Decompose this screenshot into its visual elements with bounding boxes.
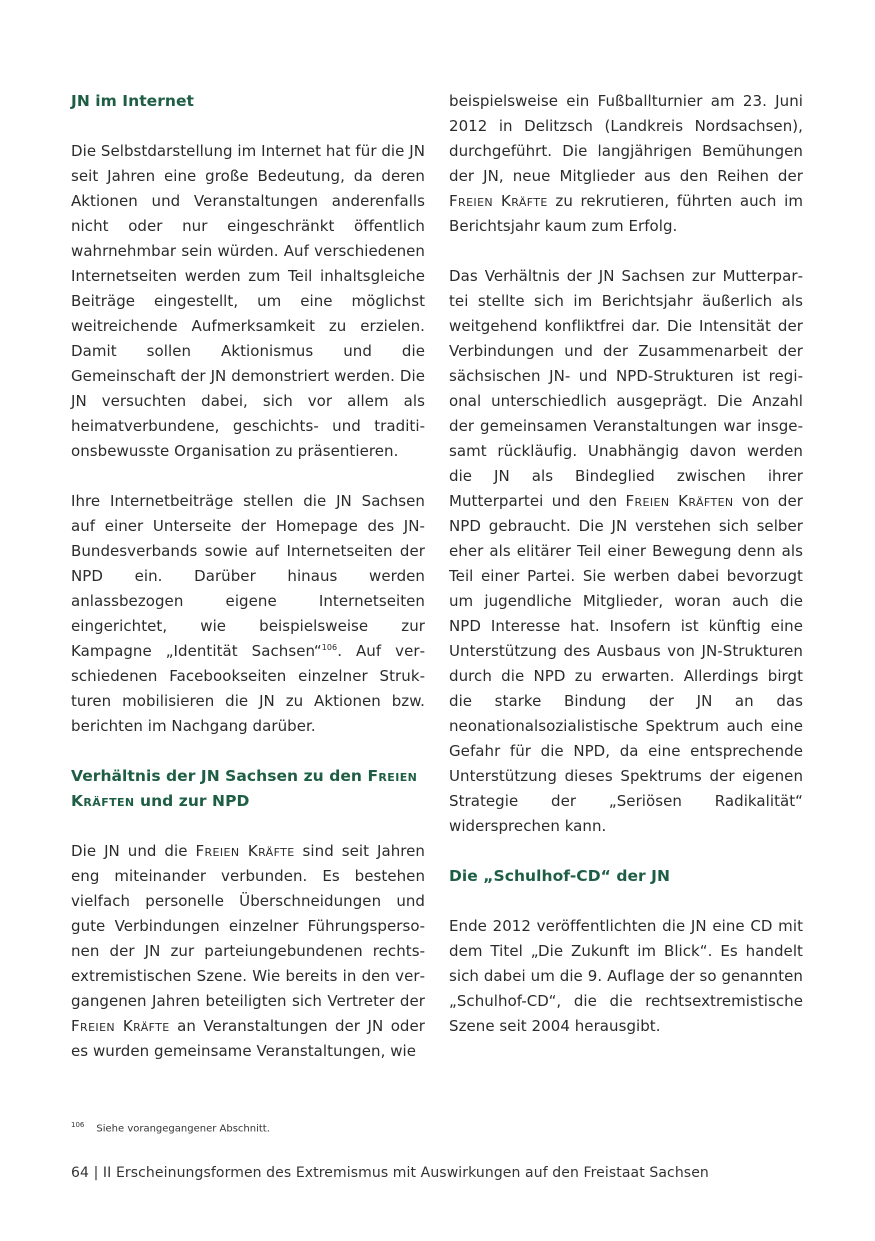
paragraph-fussballturnier [449, 89, 803, 239]
text-run: zu rekrutieren, führten auch im Berichtsjahr kaum zum Erfolg. [449, 192, 803, 235]
heading-jn-im-internet: JN im Internet [71, 92, 195, 110]
text-run: sind seit Jahren eng miteinander verbunden. Es bestehen vielfach personelle Überschneidungen und gute Verbindungen einzelner Führungspersonen der JN zur parteiungebundenen rechtsextremistischen Szene. Wie bereits in den vergangenen Jahren beteiligten sich Vertreter der [71, 842, 425, 1010]
text-run: an Veranstaltungen der JN oder es wurden gemeinsame Veranstaltungen, wie [71, 1017, 425, 1060]
paragraph-jn-und-freie-kraefte [71, 839, 425, 1064]
heading-verhaeltnis-freie-kraefte [71, 764, 425, 814]
right-column [449, 89, 803, 1064]
text-run: von der NPD gebraucht. Die JN verstehen sich selber eher als elitärer Teil einer Bewegung denn als Teil einer Partei. Sie werben dabei bevorzugt um jugendliche Mitglieder, woran auch die NPD Interesse hat. Insofern ist künftig eine Unterstützung des Ausbaus von JN-Strukturen durch die NPD zu erwarten. Allerdings birgt die starke Bindung der JN an das neonationalsozialistische Spektrum auch eine Gefahr für die NPD, da eine entsprechende Unterstützung dieses Spektrums der eigenen Strategie der „Seriösen Radikalität“ widersprechen kann. [449, 492, 803, 835]
text-run: Ihre Internetbeiträge stellen die JN Sachsen auf einer Unterseite der Homepage des JN-Bundesverbands sowie auf Internetseiten der NPD ein. Darüber hinaus werden anlassbezogen eigene Internetseiten eingerichtet, wie beispielsweise zur Kampagne „Identität Sachsen“ [71, 492, 425, 660]
text-run: . Auf verschiedenen Facebookseiten einzelner Strukturen mobilisieren die JN zu Aktionen bzw. berichten im Nachgang darüber. [71, 642, 426, 735]
paragraph-selbstdarstellung: Die Selbstdarstellung im Internet hat für die JN seit Jahren eine große Bedeutung, da deren Aktionen und Veranstaltungen anderenfalls nicht oder nur eingeschränkt öffentlich wahrnehmbar sein würden. Auf verschiedenen Internetseiten werden zum Teil inhaltsgleiche Beiträge eingestellt, um eine möglichst weitreichende Aufmerksamkeit zu erzielen. Damit sollen Aktionismus und die Gemeinschaft der JN demonstriert werden. Die JN versuchten dabei, sich vor allem als heimatverbundene, geschichts- und traditionsbewusste Organisation zu präsentieren. [71, 142, 425, 460]
text-run: beispielsweise ein Fußballturnier am 23. Juni 2012 in Delitzsch (Landkreis Nordsachsen), durchgeführt. Die langjährigen Bemühungen der JN, neue Mitglieder aus den Reihen der [449, 92, 803, 185]
small-caps-run: Kräften [71, 792, 135, 810]
footnote-text: Siehe vorangegangener Abschnitt. [96, 1123, 270, 1135]
text-run: Verhältnis der JN Sachsen zu den [71, 767, 368, 785]
text-run: Die JN und die [71, 842, 196, 860]
text-run: und zur NPD [134, 792, 250, 810]
small-caps-run: Freien [367, 767, 418, 785]
small-caps-run: Freien Kräfte [449, 192, 548, 210]
paragraph-schulhof-cd: Ende 2012 veröffentlichten die JN eine CD mit dem Titel „Die Zukunft im Blick“. Es handelt sich dabei um die 9. Auflage der so genannten „Schulhof-CD“, die die rechtsextremistische Szene seit 2004 herausgibt. [449, 917, 803, 1035]
paragraph-internetbeitraege [71, 489, 425, 739]
left-column [71, 89, 425, 1089]
footnote-reference: 106 [321, 643, 338, 652]
footnote-number: 106 [71, 1121, 85, 1129]
footnote [71, 1121, 270, 1134]
small-caps-run: Freien Kräften [625, 492, 734, 510]
text-run: Das Verhältnis der JN Sachsen zur Mutterpartei stellte sich im Berichtsjahr äußerlich als weitgehend konfliktfrei dar. Die Intensität der Verbindungen und der Zusammenarbeit der sächsischen JN- und NPD-Strukturen ist regional unterschiedlich ausgeprägt. Die Anzahl der gemeinsamen Veranstaltungen war insgesamt rückläufig. Unabhängig davon werden die JN als Bindeglied zwischen ihrer Mutterpartei und den [449, 267, 803, 510]
page-footer: 64 | II Erscheinungsformen des Extremismus mit Auswirkungen auf den Freistaat Sachsen [71, 1165, 709, 1181]
small-caps-run: Freien Kräfte [195, 842, 295, 860]
small-caps-run: Freien Kräfte [71, 1017, 170, 1035]
heading-schulhof-cd: Die „Schulhof-CD“ der JN [449, 867, 671, 885]
paragraph-mutterpartei [449, 264, 803, 839]
